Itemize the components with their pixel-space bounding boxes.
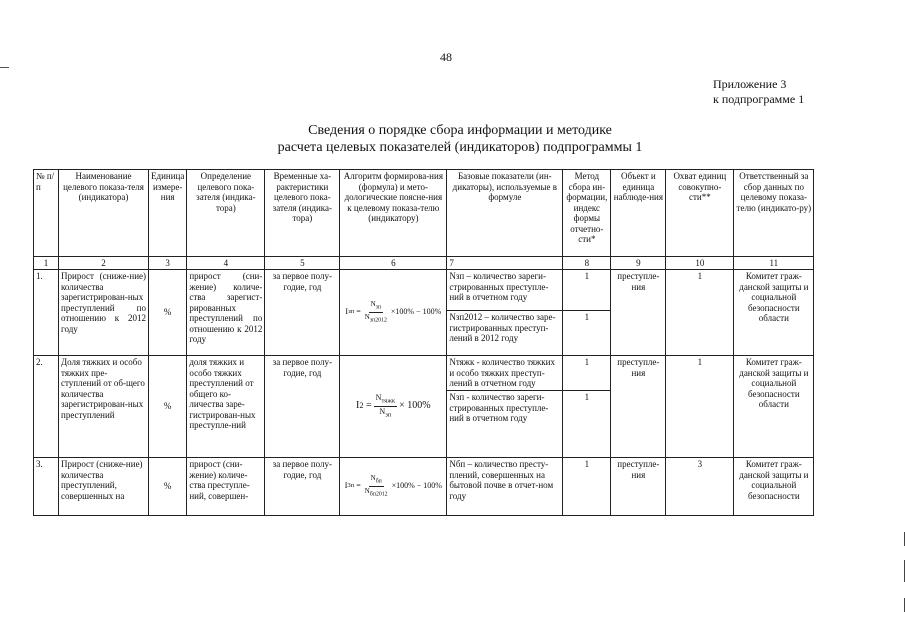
method-code: 1	[563, 458, 611, 516]
responsible: Комитет граж-данской защиты и социальной безопасности области	[734, 270, 814, 356]
column-number: 9	[611, 257, 666, 270]
column-number: 6	[340, 257, 447, 270]
denominator-sub: бп2012	[369, 491, 388, 498]
time-characteristics: за первое полу-годие, год	[265, 458, 340, 516]
header-cell: Единица измере-ния	[149, 170, 187, 257]
collection-method	[563, 356, 611, 458]
column-number: 7	[447, 257, 563, 270]
indicator-name: Прирост (сниже-ние) количества преступлений, совершенных на	[59, 458, 149, 516]
column-number: 3	[149, 257, 187, 270]
coverage: 3	[666, 458, 734, 516]
fraction	[374, 393, 398, 419]
formula-lhs-sub: 3п	[347, 482, 355, 490]
column-number-row	[34, 257, 814, 270]
definition: доля тяжких и особо тяжких преступлений от общего ко-личества заре-гистрирован-ных преступле-ний	[187, 356, 265, 458]
responsible: Комитет граж-данской защиты и социальной безопасности области	[734, 356, 814, 458]
unit: %	[149, 458, 187, 516]
formula-lhs: I	[356, 400, 360, 412]
definition: прирост (сни-жение) количе-ства зарегист-рированных преступлений по отношению к 2012 году	[187, 270, 265, 356]
page-edge-mark	[0, 67, 9, 68]
time-characteristics: за первое полу-годие, год	[265, 356, 340, 458]
column-number: 10	[666, 257, 734, 270]
base-indicator: Nзп - количество зареги-стрированных преступле-ний в отчетном году	[449, 392, 549, 423]
denominator-sub: зп2012	[369, 317, 387, 324]
denominator: N	[364, 487, 370, 495]
header-cell: Алгоритм формирова-ния (формула) и мето-дологические поясне-ния к целевому показа-телю (индикатору)	[340, 170, 447, 257]
numerator: N	[370, 299, 376, 308]
formula-tail: × 100%	[399, 400, 431, 412]
fraction	[363, 300, 389, 326]
appendix-line: Приложение 3	[713, 77, 787, 91]
method-code: 1	[584, 312, 590, 322]
numerator-sub: бп	[375, 478, 382, 484]
column-number: 8	[563, 257, 611, 270]
unit: %	[149, 270, 187, 356]
fraction	[363, 474, 390, 500]
formula-lhs-sub: 2	[359, 401, 364, 411]
page-number: 48	[440, 50, 452, 64]
column-number: 1	[34, 257, 59, 270]
base-indicator: Nбп – количество престу-плений, совершенных на бытовой почве в отчет-ном году	[447, 458, 563, 516]
denominator: N	[364, 313, 370, 321]
base-indicators	[447, 356, 563, 458]
formula-lhs-sub: зп	[348, 308, 355, 316]
header-cell: Ответственный за сбор данных по целевому показа-телю (индикато-ру)	[734, 170, 814, 257]
base-indicator: Nзп2012 – количество заре-гистрированных преступ-лений в 2012 году	[449, 312, 556, 343]
column-number: 5	[265, 257, 340, 270]
numerator-sub: зп	[375, 304, 382, 310]
numerator: N	[370, 473, 376, 482]
unit: %	[149, 356, 187, 458]
header-cell: Временные ха-рактеристики целевого пока-зателя (индика-тора)	[265, 170, 340, 257]
numerator-sub: тяжк	[381, 398, 396, 405]
formula-lhs: I	[344, 481, 348, 491]
formula	[340, 270, 447, 356]
time-characteristics: за первое полу-годие, год	[265, 270, 340, 356]
formula-expression: I 3п = $\frac{N_{бп}}{N_{бп2012}}$ ×100% − 100%	[344, 473, 442, 498]
header-cell: Определение целевого пока-зателя (индика-тора)	[187, 170, 265, 257]
column-number: 4	[187, 257, 265, 270]
table-row	[34, 270, 814, 356]
row-number: 1.	[34, 270, 59, 356]
header-cell: Базовые показатели (ин-дикаторы), используемые в формуле	[447, 170, 563, 257]
observation-object: преступле-ния	[611, 270, 666, 356]
header-cell: Объект и единица наблюде-ния	[611, 170, 666, 257]
column-number: 11	[734, 257, 814, 270]
header-cell: № п/п	[34, 170, 59, 257]
base-indicator: Nтяжк - количество тяжких и особо тяжких преступ-лений в отчетном году	[447, 356, 562, 391]
numerator: N	[375, 393, 382, 403]
document-title	[200, 122, 720, 156]
appendix-label	[713, 77, 804, 107]
row-number: 3.	[34, 458, 59, 516]
title-line: Сведения о порядке сбора информации и методике	[308, 123, 612, 138]
header-cell: Метод сбора ин-формации, индекс формы отчетно-сти*	[563, 170, 611, 257]
formula-lhs: I	[345, 307, 349, 317]
formula-expression: I зп = $\frac{N_{зп}}{N_{зп2012}}$ ×100% − 100%	[345, 299, 442, 324]
table-row	[34, 458, 814, 516]
responsible: Комитет граж-данской защиты и социальной безопасности	[734, 458, 814, 516]
base-indicators	[447, 270, 563, 356]
header-cell: Наименование целевого показа-теля (индикатора)	[59, 170, 149, 257]
formula	[340, 458, 447, 516]
method-code: 1	[563, 356, 610, 391]
formula	[340, 356, 447, 458]
method-code: 1	[584, 392, 590, 402]
header-row	[34, 170, 814, 257]
formula-tail: ×100% − 100%	[391, 481, 442, 491]
definition: прирост (сни-жение) количе-ства преступле-ний, совершен-	[187, 458, 265, 516]
title-line: расчета целевых показателей (индикаторов) подпрограммы 1	[277, 140, 643, 155]
collection-method	[563, 270, 611, 356]
coverage: 1	[666, 270, 734, 356]
denominator-sub: зп	[385, 411, 392, 419]
formula-tail: ×100% − 100%	[390, 307, 442, 317]
method-code: 1	[563, 270, 610, 311]
indicator-name: Прирост (сниже-ние) количества зарегистрирован-ных преступлений по отношению к 2012 году	[59, 270, 149, 356]
denominator: N	[379, 407, 386, 416]
table-row	[34, 356, 814, 458]
row-number: 2.	[34, 356, 59, 458]
indicator-name: Доля тяжких и особо тяжких пре-ступлений от об-щего количества зарегистрирован-ных преступлений	[59, 356, 149, 458]
formula-expression: I 2 = $\frac{N_{тяжк}}{N_{зп}}$ × 100%	[356, 393, 431, 419]
observation-object: преступле-ния	[611, 356, 666, 458]
appendix-line: к подпрограмме 1	[713, 92, 805, 106]
header-cell: Охват единиц совокупно-сти**	[666, 170, 734, 257]
indicators-table	[33, 169, 814, 516]
base-indicator: Nзп – количество зареги-стрированных преступле-ний в отчетном году	[447, 270, 562, 311]
column-number: 2	[59, 257, 149, 270]
coverage: 1	[666, 356, 734, 458]
observation-object: преступле-ния	[611, 458, 666, 516]
